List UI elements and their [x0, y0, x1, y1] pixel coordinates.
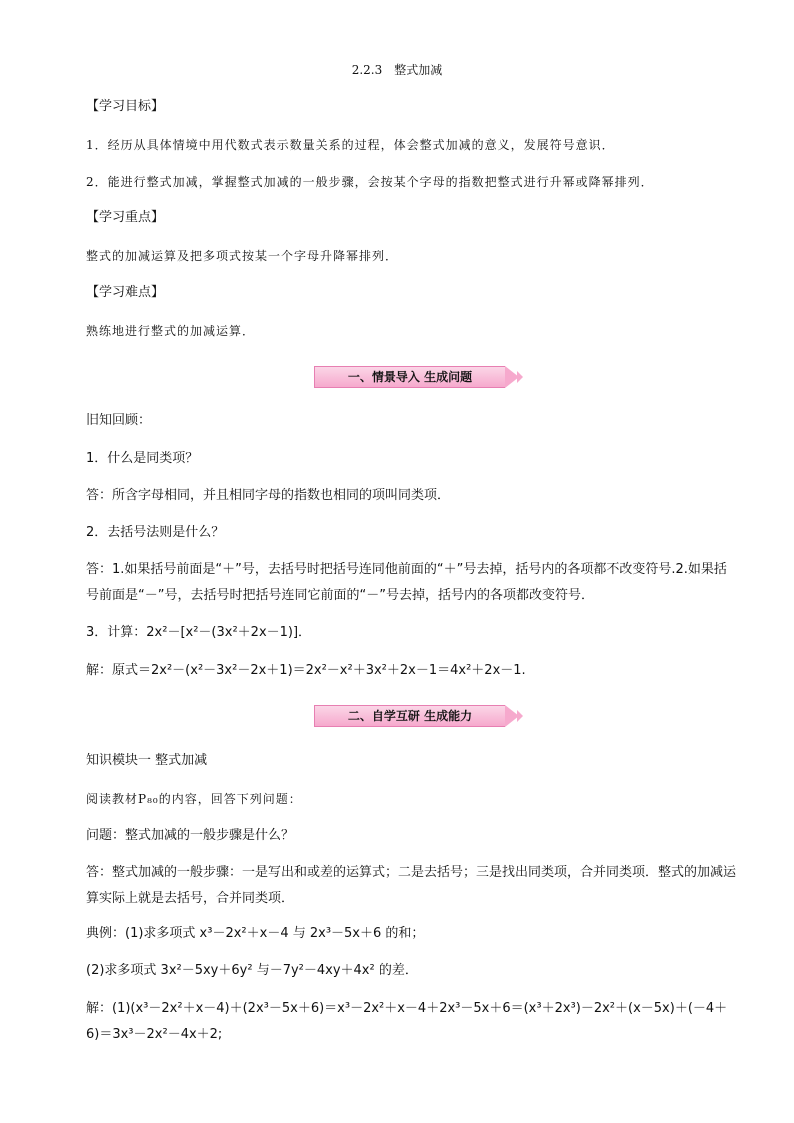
- question-2: 2．去括号法则是什么？: [86, 525, 225, 540]
- section-number: 2.2.3: [351, 63, 383, 77]
- solution: 解：(1)(x³－2x²＋x－4)＋(2x³－5x＋6)＝x³－2x²＋x－4＋2x³－5x＋6＝(x³＋2x³)－2x²＋(x－5x)＋(－4＋6)＝3x³－2x²－4x＋2;: [86, 1001, 728, 1042]
- answer-2: 答：1.如果括号前面是“＋”号，去括号时把括号连同他前面的“＋”号去掉，括号内的各项都不改变符号.2.如果括号前面是“－”号，去括号时把括号连同它前面的“－”号去掉，括号内的各项都改变符号．: [86, 562, 727, 603]
- banner-2-label: 二、自学互研 生成能力: [347, 709, 473, 723]
- module-heading: 知识模块一 整式加减: [86, 753, 208, 768]
- read-instruction: 阅读教材P₈₀的内容，回答下列问题：: [86, 792, 302, 806]
- banner-1-label: 一、情景导入 生成问题: [347, 370, 473, 384]
- answer-1: 答：所含字母相同，并且相同字母的指数也相同的项叫同类项．: [86, 488, 451, 503]
- key-text: 整式的加减运算及把多项式按某一个字母升降幂排列．: [86, 249, 399, 263]
- section-banner-2: [314, 705, 505, 727]
- review-label: 旧知回顾：: [86, 413, 152, 428]
- goal-1: 1．经历从具体情境中用代数式表示数量关系的过程，体会整式加减的意义，发展符号意识．: [86, 138, 615, 152]
- difficulty-text: 熟练地进行整式的加减运算．: [86, 324, 256, 338]
- key-heading: 【学习重点】: [86, 210, 165, 225]
- page-title: [0, 61, 794, 78]
- main-question: 问题：整式加减的一般步骤是什么？: [86, 828, 295, 843]
- difficulty-heading: 【学习难点】: [86, 285, 165, 300]
- main-answer: 答：整式加减的一般步骤：一是写出和或差的运算式；二是去括号；三是找出同类项，合并同类项．整式的加减运算实际上就是去括号，合并同类项．: [86, 865, 737, 906]
- banner-arrow-icon: [517, 710, 523, 722]
- example-1: 典例：(1)求多项式 x³－2x²＋x－4 与 2x³－5x＋6 的和；: [86, 926, 425, 941]
- answer-3: 解：原式＝2x²－(x²－3x²－2x＋1)＝2x²－x²＋3x²＋2x－1＝4x²＋2x－1.: [86, 663, 526, 678]
- banner-arrow-icon: [517, 371, 523, 383]
- goals-heading: 【学习目标】: [86, 99, 165, 114]
- goal-2: 2．能进行整式加减，掌握整式加减的一般步骤，会按某个字母的指数把整式进行升幂或降幂排列．: [86, 175, 654, 189]
- section-title: 整式加减: [394, 63, 443, 77]
- question-3: 3．计算：2x²－[x²－(3x²＋2x－1)]．: [86, 625, 312, 640]
- section-banner-1: [314, 366, 505, 388]
- question-1: 1．什么是同类项？: [86, 451, 199, 466]
- example-2: (2)求多项式 3x²－5xy＋6y² 与－7y²－4xy＋4x² 的差．: [86, 963, 418, 978]
